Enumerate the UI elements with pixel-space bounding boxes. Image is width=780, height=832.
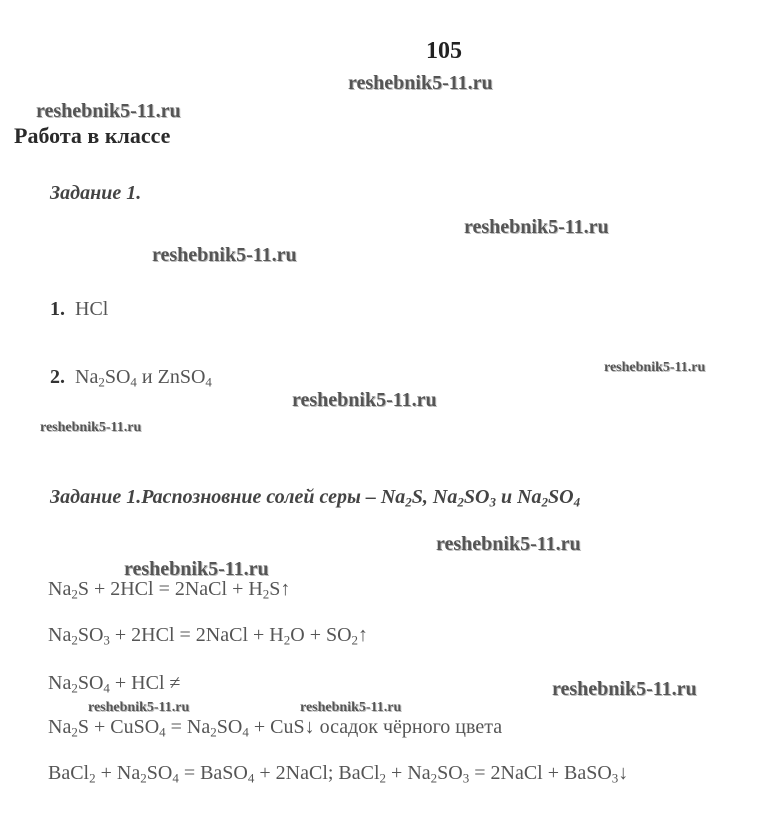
formula-text: SO	[77, 624, 104, 646]
answer-item-2	[50, 366, 212, 390]
formula	[75, 298, 108, 320]
formula-text: = Na	[165, 716, 211, 738]
task-title: Задание 1.	[50, 182, 142, 204]
formula-text: SO	[104, 366, 131, 388]
formula-text: S + 2HCl = 2NaCl + H	[77, 578, 263, 600]
formula-text: + Na	[386, 762, 431, 784]
subscript: 4	[247, 770, 255, 786]
subscript: 2	[351, 632, 359, 648]
formula-text: ↓	[618, 762, 629, 784]
watermark: reshebnik5-11.ru	[552, 678, 697, 700]
subscript: 4	[242, 724, 249, 740]
formula-text: и Na	[495, 486, 542, 508]
subscript: 3	[103, 632, 110, 648]
subscript: 2	[457, 494, 464, 510]
watermark: reshebnik5-11.ru	[40, 420, 142, 435]
watermark: reshebnik5-11.ru	[88, 700, 190, 715]
subscript: 3	[611, 770, 619, 786]
formula-text: и ZnSO	[136, 366, 206, 388]
subscript: 2	[262, 586, 270, 602]
subscript: 2	[98, 374, 105, 390]
subscript: 2	[541, 494, 549, 510]
subscript: 2	[89, 770, 96, 786]
formula-text: S, Na	[411, 486, 458, 508]
equation	[48, 716, 502, 740]
equation	[48, 624, 368, 648]
subscript: 2	[210, 724, 217, 740]
formula-text: + 2NaCl; BaCl	[254, 762, 380, 784]
watermark: reshebnik5-11.ru	[348, 72, 493, 94]
formula-text: ↑	[358, 624, 369, 646]
watermark: reshebnik5-11.ru	[436, 533, 581, 555]
subscript: 4	[205, 374, 212, 390]
subscript: 4	[103, 680, 110, 696]
answer-number: 2.	[50, 366, 65, 388]
subscript: 4	[573, 494, 581, 510]
subscript: 2	[405, 494, 412, 510]
watermark: reshebnik5-11.ru	[604, 360, 706, 375]
formula-text: + Na	[95, 762, 141, 784]
subscript: 2	[283, 632, 291, 648]
formula-text: S↑	[269, 578, 291, 600]
watermark: reshebnik5-11.ru	[36, 100, 181, 122]
formula-text: BaCl	[48, 762, 90, 784]
section-heading: Работа в классе	[14, 123, 171, 148]
formula-text: Na	[48, 672, 72, 694]
equation	[48, 672, 181, 696]
formula-text: O + SO	[290, 624, 352, 646]
formula-text: + HCl ≠	[109, 672, 181, 694]
formula-text: HCl	[75, 298, 109, 320]
formula-text: = 2NaCl + BaSO	[469, 762, 612, 784]
formula-text: Na	[48, 578, 72, 600]
subscript: 2	[71, 680, 78, 696]
subscript: 2	[140, 770, 147, 786]
subscript: 2	[379, 770, 387, 786]
watermark: reshebnik5-11.ru	[300, 700, 402, 715]
equation	[48, 762, 628, 786]
formula-text: Na	[75, 366, 99, 388]
watermark: reshebnik5-11.ru	[124, 558, 269, 580]
formula-text: S + CuSO	[77, 716, 160, 738]
watermark: reshebnik5-11.ru	[152, 244, 297, 266]
page-number: 105	[426, 38, 462, 64]
equation	[48, 578, 290, 602]
formula-text: = BaSO	[178, 762, 248, 784]
answer-number: 1.	[50, 298, 65, 320]
formula-text: SO	[463, 486, 490, 508]
formula-text: Na	[48, 716, 72, 738]
formula-text: SO	[548, 486, 574, 508]
watermark: reshebnik5-11.ru	[464, 216, 609, 238]
formula	[75, 366, 212, 388]
formula-text: + 2HCl = 2NaCl + H	[109, 624, 284, 646]
formula-text: SO	[146, 762, 173, 784]
subscript: 2	[71, 632, 78, 648]
formula-text: Na	[48, 624, 72, 646]
subscript: 2	[71, 586, 78, 602]
formula-text: SO	[437, 762, 463, 784]
subscript: 2	[430, 770, 438, 786]
subscript: 2	[71, 724, 78, 740]
subscript: 4	[159, 724, 166, 740]
subscript: 4	[130, 374, 137, 390]
formula-text: Задание 1.Распозновние солей серы – Na	[50, 486, 406, 508]
subscript: 4	[172, 770, 179, 786]
formula-text: SO	[216, 716, 243, 738]
watermark: reshebnik5-11.ru	[292, 389, 437, 411]
answer-item-1	[50, 298, 108, 321]
subscript: 3	[489, 494, 496, 510]
task-title-2	[50, 486, 580, 510]
subscript: 3	[462, 770, 470, 786]
formula-text: + CuS↓ осадок чёрного цвета	[248, 716, 503, 738]
formula-text: SO	[77, 672, 104, 694]
